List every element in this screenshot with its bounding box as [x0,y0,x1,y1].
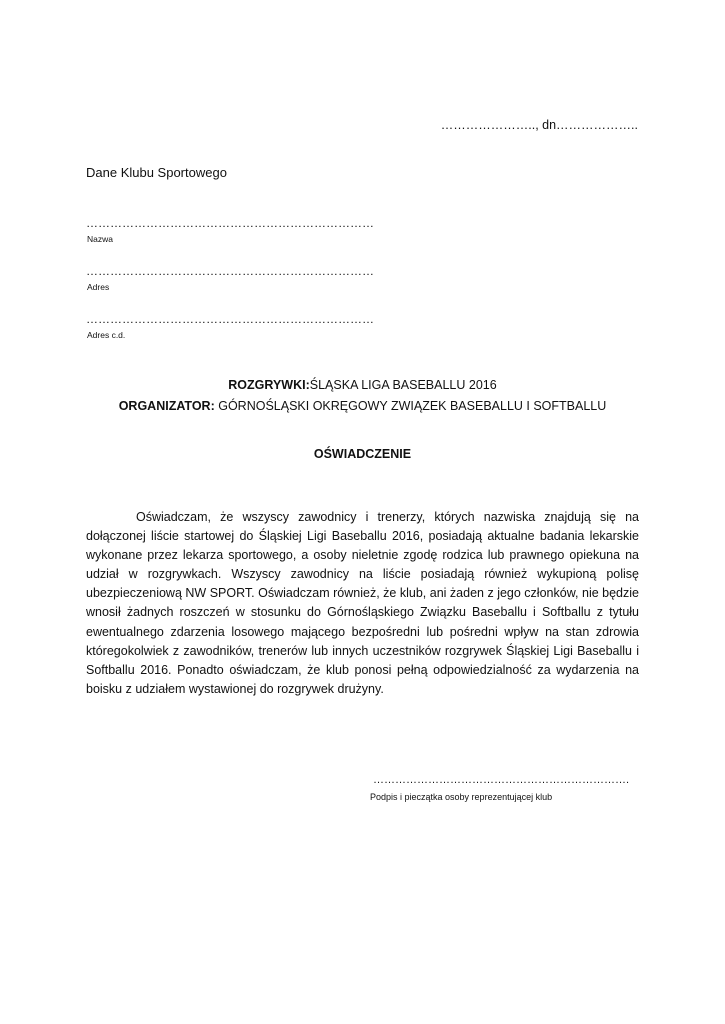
statement-text: Oświadczam, że wszyscy zawodnicy i trenerzy, których nazwiska znajdują się na dołączonej liście startowej do Śląskiej Ligi Baseballu 2016, posiadają aktualne badania lekarskie wykonane przez lekarza sportowego, a osoby nieletnie zgodę rodzica lub prawnego opiekuna na udział w rozgrywkach. Wszyscy zawodnicy na liście posiadają również wykupioną polisę ubezpieczeniową NW SPORT. Oświadczam również, że klub, ani żaden z jego członków, nie będzie wnosił żadnych roszczeń w stosunku do Górnośląskiego Związku Baseballu i Softballu z tytułu ewentualnego zdarzenia losowego mającego bezpośredni lub pośredni wpływ na stan zdrowia któregokolwiek z zawodników, trenerów lub innych uczestników rozgrywek Śląskiej Ligi Baseballu i Softballu 2016. Ponadto oświadczam, że klub ponosi pełną odpowiedzialność za wydarzenia na boisku z udziałem wystawionej do rozgrywek drużyny. [86,510,639,696]
club-data-heading: Dane Klubu Sportowego [86,165,227,180]
document-title: OŚWIADCZENIE [313,447,412,461]
statement-paragraph [86,508,639,699]
club-name-label: Nazwa [87,234,113,244]
date-place-line: ………………….., dn……………….. [440,118,638,132]
organizer-line [0,399,725,413]
organizer-label: ORGANIZATOR: [118,399,215,413]
club-address-dotted-line: ……………………………………………………………… [86,264,374,278]
competition-value: ŚLĄSKA LIGA BASEBALLU 2016 [309,378,497,392]
signature-label: Podpis i pieczątka osoby reprezentującej klub [370,792,553,802]
organizer-value: GÓRNOŚLĄSKI OKRĘGOWY ZWIĄZEK BASEBALLU I SOFTBALLU [214,399,607,413]
competition-line [0,378,725,392]
signature-dotted-line: ……………………………………………………………. [373,774,630,786]
club-address-cont-dotted-line: ……………………………………………………………… [86,312,374,326]
club-address-cont-label: Adres c.d. [87,330,126,340]
club-name-dotted-line: ……………………………………………………………… [86,216,374,230]
competition-label: ROZGRYWKI: [228,378,310,392]
club-address-label: Adres [87,282,110,292]
